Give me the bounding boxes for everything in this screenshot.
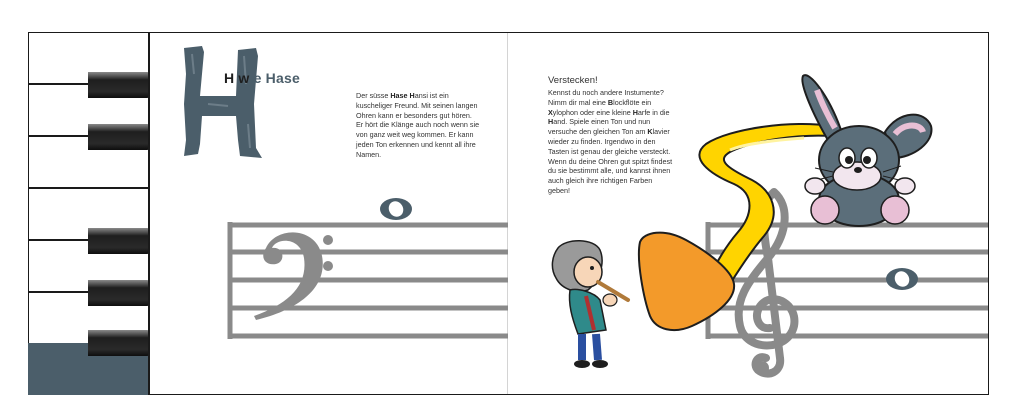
boy-playing-flute-illustration bbox=[548, 238, 632, 370]
text-run: lockflöte ein bbox=[613, 97, 652, 107]
rabbit-illustration bbox=[795, 70, 935, 232]
text-run: ylophon oder eine kleine bbox=[552, 107, 633, 117]
white-key-divider bbox=[28, 187, 149, 189]
section-heading: Verstecken! bbox=[548, 75, 598, 86]
text-run: ansi ist ein kuscheliger Freund. Mit seinen langen Ohren kann er besonders gut hören. Er hört die Klänge auch noch wenn sie von ganz weit weg kommen. Er kann jeden Ton erkennen und kennt all ihre Namen. bbox=[356, 91, 480, 159]
big-letter-h bbox=[178, 44, 278, 162]
left-paragraph bbox=[356, 91, 481, 160]
whole-note-icon bbox=[378, 196, 414, 222]
black-key bbox=[88, 330, 149, 356]
text-run: Kennst du noch andere Instumente? Nimm dir mal eine bbox=[548, 88, 664, 107]
text-run-bold: Hase H bbox=[390, 91, 415, 100]
text-run-bold: K bbox=[647, 127, 653, 137]
text-run: arfe in die bbox=[637, 107, 670, 117]
text-run: and. Spiele einen Ton und nun versuche den gleichen Ton am bbox=[548, 117, 651, 137]
black-key bbox=[88, 124, 149, 150]
black-key bbox=[88, 72, 149, 98]
text-run: lavier wieder zu finden. Irgendwo in den Tasten ist genau der gleiche versteckt. Wenn du deine Ohren gut spitzt findest du sie bestimmt alle, und kannst ihnen auch gleich ihre richtigen Farben geben! bbox=[548, 127, 673, 195]
title-wie-w: w bbox=[238, 70, 250, 86]
text-run: Der süsse bbox=[356, 91, 391, 100]
page-title bbox=[224, 70, 300, 86]
text-run-bold: H bbox=[548, 117, 554, 127]
black-key bbox=[88, 280, 149, 306]
piano-keyboard bbox=[28, 32, 150, 395]
bass-clef-staff bbox=[228, 222, 508, 342]
text-run-bold: H bbox=[632, 107, 638, 117]
title-wie-ie: ie bbox=[249, 70, 262, 86]
black-key bbox=[88, 228, 149, 254]
text-run-bold: X bbox=[548, 107, 553, 117]
title-word: Hase bbox=[265, 70, 300, 86]
title-letter: H bbox=[224, 70, 235, 86]
text-run-bold: B bbox=[607, 97, 614, 107]
keyboard-edge bbox=[148, 32, 150, 395]
whole-note-icon bbox=[884, 266, 920, 292]
